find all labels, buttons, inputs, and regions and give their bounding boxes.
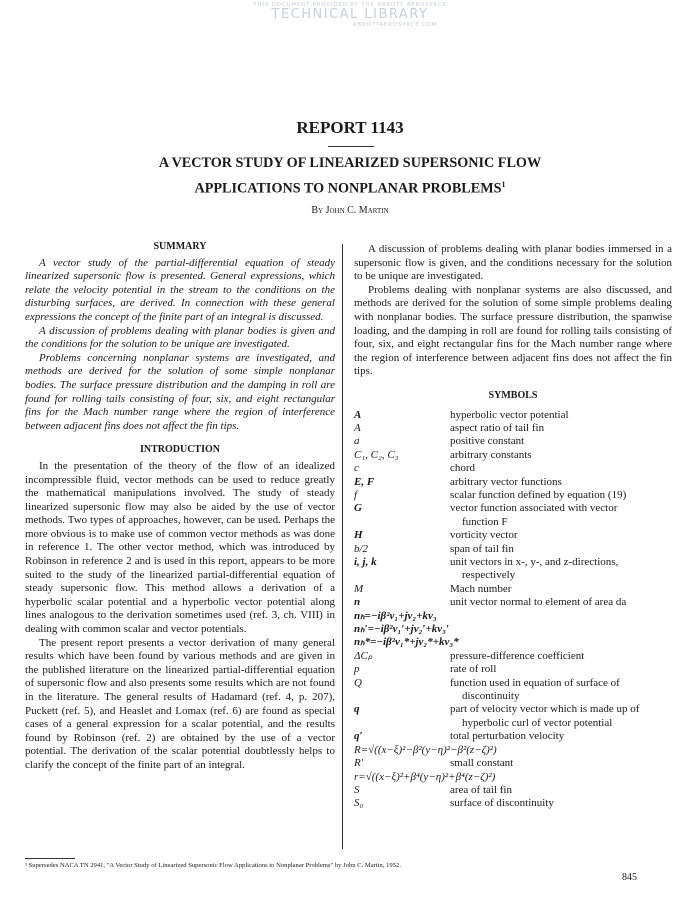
symbol: G — [354, 502, 362, 515]
footnote-rule — [25, 858, 75, 859]
symbol: q — [354, 703, 360, 716]
symbol-definition — [450, 677, 672, 704]
symbol: S — [354, 783, 360, 796]
symbol-row — [354, 422, 672, 435]
formula: nₕ′=−iβ²ν₁′+jν₂′+kν₃′ — [354, 623, 450, 636]
symbol-row — [354, 543, 672, 556]
report-number: REPORT 1143 — [296, 118, 404, 137]
footnote: ¹ Supersedes NACA TN 2941, "A Vector Study of Linearized Supersonic Flow Applications to Nonplanar Problems" by John C. Martin, 1952. — [25, 862, 401, 869]
definition-continuation: respectively — [462, 569, 516, 582]
summary-paragraph: A vector study of the partial-differential equation of steady linearized supersonic flow is presented. General expressions, which relate the velocity potential in the stream to the conditions on the disturbing surfaces, are derived. In connection with these general expressions the concept of the finite part of an integral is discussed. — [25, 256, 335, 323]
definition-text: scalar function defined by equation (19) — [450, 488, 627, 501]
symbol-definition — [450, 596, 672, 609]
formula-row — [354, 610, 672, 623]
watermark-line2: TECHNICAL LIBRARY — [271, 7, 429, 22]
symbol-definition — [450, 650, 672, 663]
introduction-paragraph: In the presentation of the theory of the flow of an idealized incompressible fluid, vector methods can be used to reduce greatly the mathematical manipulations involved. The study of steady linearized supersonic flow may also be aided by the use of vector methods. Two types of approaches, however, can be used. Perhaps the more obvious is to make use of common vector methods as was done in reference 1. The other vector method, which was introduced by Robinson in reference 2 and is used in this report, appears to be more suited to the study of the linearized partial-differential equation of steady supersonic flow. This method allows a derivation of a hyperbolic scalar potential and a hyperbolic vector potential along lines analogous to the derivation sometimes used (ref. 3, ch. VIII) in dealing with common scalar and vector potentials. — [25, 459, 335, 636]
definition-text: chord — [450, 462, 476, 475]
summary-section — [25, 240, 335, 433]
symbol-row — [354, 757, 672, 770]
symbol: A — [354, 421, 361, 434]
formula-row — [354, 636, 672, 649]
symbol-definition — [450, 757, 672, 770]
symbol: b/2 — [354, 542, 369, 555]
watermark — [0, 2, 700, 28]
left-column — [25, 240, 335, 773]
definition-text: vector function associated with vector — [450, 502, 618, 515]
symbol: M — [354, 582, 364, 595]
definition-text: total perturbation velocity — [450, 730, 565, 743]
symbol-definition — [450, 476, 672, 489]
symbols-heading: SYMBOLS — [488, 389, 538, 401]
symbol-row — [354, 703, 672, 730]
symbol-row — [354, 435, 672, 448]
watermark-line1: THIS DOCUMENT PROVIDED BY THE ABBOTT AEROSPACE — [253, 2, 447, 8]
definition-text: unit vectors in x-, y-, and z-directions, — [450, 556, 619, 568]
formula-row — [354, 744, 672, 757]
definition-text: arbitrary constants — [450, 448, 532, 461]
symbol-row — [354, 596, 672, 609]
symbol: R′ — [354, 757, 364, 770]
symbol-definition — [450, 730, 672, 743]
symbol: S₀ — [354, 797, 364, 810]
right-column — [354, 243, 672, 811]
symbol-row — [354, 663, 672, 676]
symbol-definition — [450, 797, 672, 810]
symbol-row — [354, 730, 672, 743]
definition-text: arbitrary vector functions — [450, 475, 562, 488]
definition-text: part of velocity vector which is made up of — [450, 703, 640, 716]
author: By John C. Martin — [311, 205, 389, 216]
introduction-section — [25, 443, 335, 772]
symbol-row — [354, 476, 672, 489]
symbol-row — [354, 677, 672, 704]
title-rule — [328, 146, 374, 147]
symbol-definition — [450, 556, 672, 583]
symbol-row — [354, 556, 672, 583]
formula: r=√((x−ξ)²+β⁴(y−η)²+β⁴(z−ζ)²) — [354, 770, 496, 783]
symbol: p — [354, 663, 360, 676]
title-line1: A VECTOR STUDY OF LINEARIZED SUPERSONIC FLOW — [158, 155, 542, 171]
symbol-definition — [450, 543, 672, 556]
symbol-row — [354, 784, 672, 797]
definition-text: hyperbolic vector potential — [450, 408, 569, 421]
title-line2: APPLICATIONS TO NONPLANAR PROBLEMS — [194, 180, 502, 197]
watermark-line3: ABBOTTAEROSPACE.COM — [352, 22, 438, 28]
symbol-row — [354, 797, 672, 810]
definition-text: positive constant — [450, 435, 525, 448]
summary-paragraph: Problems concerning nonplanar systems are investigated, and methods are derived for the solution of some simple nonplanar bodies. The surface pressure distribution and the damping in roll are found for rolling tails consisting of four, six, and eight rectangular fins for the Mach number range where the region of interference between adjacent fins does not affect the fin tips. — [25, 351, 335, 432]
symbol-definition — [450, 435, 672, 448]
symbol-definition — [450, 784, 672, 797]
summary-paragraph: A discussion of problems dealing with planar bodies is given and the conditions for the solution to be unique are investigated. — [25, 324, 335, 351]
symbol: q′ — [354, 730, 363, 743]
symbol-row — [354, 502, 672, 529]
symbol: f — [354, 488, 358, 501]
formula-row — [354, 623, 672, 636]
symbol-definition — [450, 583, 672, 596]
introduction-paragraph: The present report presents a vector derivation of many general results which have been found by various methods and are given in the published literature on the linearized partial-differential equation of supersonic flow and also presents some results which are not found in the literature. The general results of Hadamard (ref. 4, p. 207), Puckett (ref. 5), and Heaslet and Lomax (ref. 6) are found as special cases of a general expression for a scalar potential, and the results found by Robinson (ref. 2) are obtained by the use of a vector potential. The derivation of the scalar potential doubtlessly helps to clarify the concept of the finite part of an integral. — [25, 636, 335, 771]
page-number: 845 — [622, 872, 637, 883]
definition-text: small constant — [450, 757, 514, 770]
symbol-row — [354, 489, 672, 502]
symbol-definition — [450, 663, 672, 676]
symbol: a — [354, 435, 360, 448]
definition-continuation: function F — [462, 515, 508, 528]
symbol: i, j, k — [354, 556, 377, 568]
formula: nₕ=−iβ²ν₁+jν₂+kν₃ — [354, 609, 437, 622]
definition-text: aspect ratio of tail fin — [450, 421, 545, 434]
intro-paragraph: Problems dealing with nonplanar systems are also discussed, and methods are derived for the solution of some simple problems dealing with nonplanar bodies. The surface pressure distribution, the spanwise loading, and the damping in roll are found for rolling tails consisting of four, six, and eight rectangular fins for the Mach number range where the region of interference between adjacent fins does not affect the fin tips. — [354, 283, 672, 378]
formula-row — [354, 771, 672, 784]
definition-text: vorticity vector — [450, 529, 518, 542]
symbol-row — [354, 529, 672, 542]
symbol-definition — [450, 409, 672, 422]
symbol-row — [354, 462, 672, 475]
symbol: E, F — [354, 475, 375, 488]
symbol: H — [354, 529, 363, 542]
symbol-definition — [450, 422, 672, 435]
symbols-table — [354, 409, 672, 811]
column-divider — [342, 244, 343, 849]
symbol-definition — [450, 529, 672, 542]
symbol-definition — [450, 489, 672, 502]
symbol-row — [354, 583, 672, 596]
formula: R=√((x−ξ)²−β²(y−η)²−β²(z−ζ)²) — [354, 743, 497, 756]
definition-text: area of tail fin — [450, 783, 512, 796]
definition-text: surface of discontinuity — [450, 797, 554, 810]
symbol-row — [354, 650, 672, 663]
definition-text: rate of roll — [450, 663, 497, 676]
symbol-definition — [450, 462, 672, 475]
symbol: n — [354, 596, 361, 609]
symbol: ΔCₚ — [354, 649, 373, 662]
definition-text: unit vector normal to element of area da — [450, 596, 627, 609]
symbol: C₁, C₂, C₃ — [354, 448, 399, 461]
symbol: c — [354, 462, 359, 475]
symbol-definition — [450, 449, 672, 462]
formula: nₕ*=−iβ²ν₁*+jν₂*+kν₃* — [354, 636, 459, 649]
definition-text: Mach number — [450, 582, 512, 595]
definition-text: span of tail fin — [450, 542, 514, 555]
symbol: A — [354, 408, 362, 421]
title-footnote-mark[interactable]: 1 — [501, 180, 506, 189]
symbol-row — [354, 449, 672, 462]
introduction-heading: INTRODUCTION — [139, 444, 220, 456]
symbol-definition — [450, 703, 672, 730]
definition-continuation: discontinuity — [462, 690, 520, 703]
symbol-row — [354, 409, 672, 422]
definition-continuation: hyperbolic curl of vector potential — [462, 716, 613, 729]
summary-heading: SUMMARY — [153, 241, 207, 252]
symbol-definition — [450, 502, 672, 529]
definition-text: function used in equation of surface of — [450, 676, 620, 689]
intro-paragraph: A discussion of problems dealing with planar bodies immersed in a supersonic flow is given, and the conditions necessary for the solution to be unique are investigated. — [354, 243, 672, 283]
definition-text: pressure-difference coefficient — [450, 649, 585, 662]
symbol: Q — [354, 676, 362, 689]
report-title — [0, 152, 700, 200]
